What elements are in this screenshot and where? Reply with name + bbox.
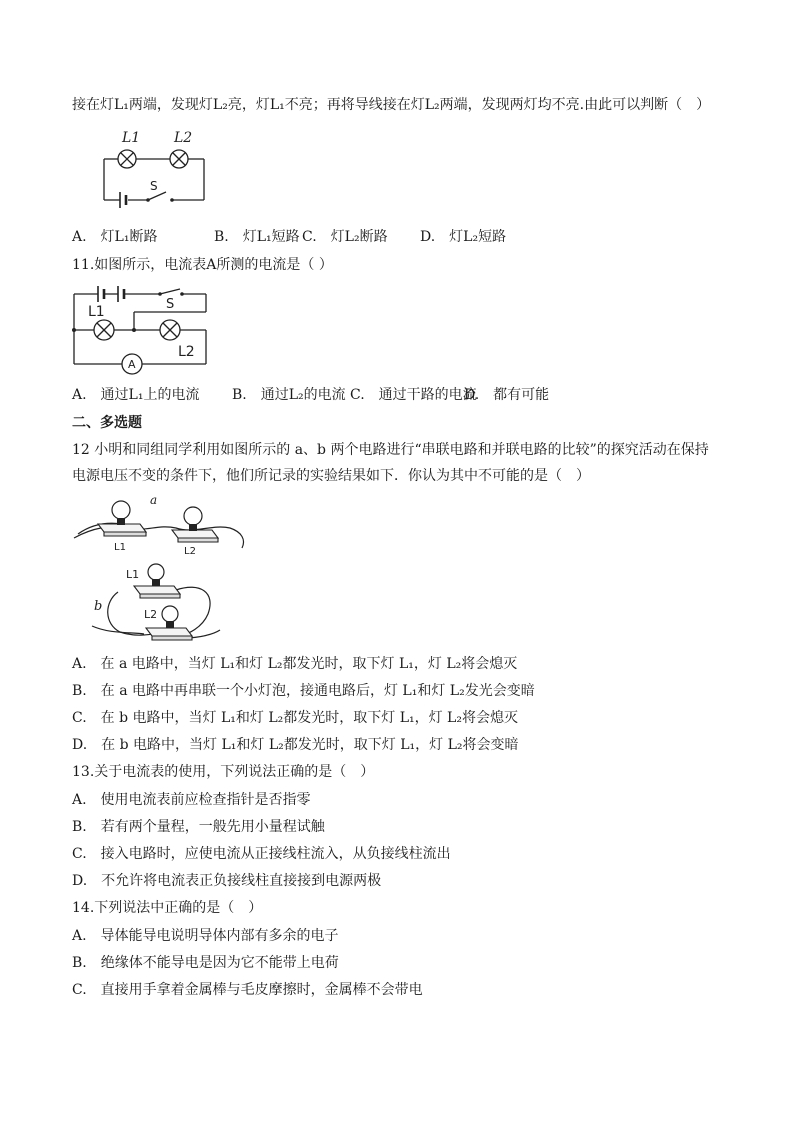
q10-label-l1: L1 (122, 130, 141, 146)
q12-option-c[interactable]: C. 在 b 电路中，当灯 L₁和灯 L₂都发光时，取下灯 L₁，灯 L₂将会熄灭 (72, 710, 518, 726)
q12-stem-line2: 电源电压不变的条件下，他们所记录的实验结果如下．你认为其中不可能的是（ ） (72, 468, 590, 484)
q10-stem: 接在灯L₁两端，发现灯L₂亮，灯L₁不亮；再将导线接在灯L₂两端，发现两灯均不亮.由此可以判断（ ） (72, 97, 711, 113)
q12-option-d[interactable]: D. 在 b 电路中，当灯 L₁和灯 L₂都发光时，取下灯 L₁，灯 L₂将会变暗 (72, 737, 519, 753)
q13-option-a[interactable]: A. 使用电流表前应检查指针是否指零 (72, 792, 311, 808)
q12-option-a[interactable]: A. 在 a 电路中，当灯 L₁和灯 L₂都发光时，取下灯 L₁，灯 L₂将会熄灭 (72, 656, 518, 672)
q12-b-label-l2: L2 (144, 608, 158, 621)
q10-option-a[interactable]: A. 灯L₁断路 (72, 229, 158, 245)
q11-option-c[interactable]: C. 通过干路的电流 (350, 387, 477, 403)
q12-option-b[interactable]: B. 在 a 电路中再串联一个小灯泡，接通电路后，灯 L₁和灯 L₂发光会变暗 (72, 683, 535, 699)
q13-option-c[interactable]: C. 接入电路时，应使电流从正接线柱流入，从负接线柱流出 (72, 846, 451, 862)
q11-option-b[interactable]: B. 通过L₂的电流 (232, 387, 346, 403)
q10-option-b[interactable]: B. 灯L₁短路 (214, 229, 300, 245)
q14-option-a[interactable]: A. 导体能导电说明导体内部有多余的电子 (72, 928, 339, 944)
q14-option-b[interactable]: B. 绝缘体不能导电是因为它不能带上电荷 (72, 955, 339, 971)
q10-options (72, 228, 506, 246)
q10-option-c[interactable]: C. 灯L₂断路 (302, 229, 388, 245)
q11-label-l1: L1 (88, 304, 105, 320)
q13-option-b[interactable]: B. 若有两个量程，一般先用小量程试触 (72, 819, 325, 835)
q13-stem: 13.关于电流表的使用，下列说法正确的是（ ） (72, 764, 375, 780)
section-title: 二、多选题 (72, 415, 142, 431)
q12-b-label-l1: L1 (126, 568, 140, 581)
q12-label-b: b (94, 599, 103, 614)
q11-option-d[interactable]: D. 都有可能 (464, 387, 550, 403)
q12-stem-line1: 12 小明和同组同学利用如图所示的 a、b 两个电路进行“串联电路和并联电路的比较”的探究活动在保持 (72, 442, 709, 458)
q11-options (72, 386, 549, 404)
q12-circuit-a-diagram (72, 494, 248, 556)
q11-label-s: S (166, 297, 175, 312)
q10-option-d[interactable]: D. 灯L₂短路 (420, 229, 507, 245)
q14-option-c[interactable]: C. 直接用手拿着金属棒与毛皮摩擦时，金属棒不会带电 (72, 982, 423, 998)
q10-label-s: S (150, 179, 158, 193)
q11-circuit-diagram (72, 282, 208, 378)
q14-stem: 14.下列说法中正确的是（ ） (72, 900, 263, 916)
q11-ammeter-label: A (128, 358, 136, 371)
q11-label-l2: L2 (178, 344, 195, 360)
q12-a-label-l1: L1 (114, 542, 126, 553)
q10-label-l2: L2 (174, 130, 193, 146)
q12-a-label-l2: L2 (184, 546, 196, 557)
q13-option-d[interactable]: D. 不允许将电流表正负接线柱直接接到电源两极 (72, 873, 382, 889)
q10-circuit-diagram (100, 128, 210, 216)
q12-circuit-b-diagram (90, 562, 224, 644)
q11-option-a[interactable]: A. 通过L₁上的电流 (72, 387, 200, 403)
q11-stem: 11.如图所示，电流表A所测的电流是（ ） (72, 257, 333, 273)
q12-label-a: a (150, 493, 158, 507)
